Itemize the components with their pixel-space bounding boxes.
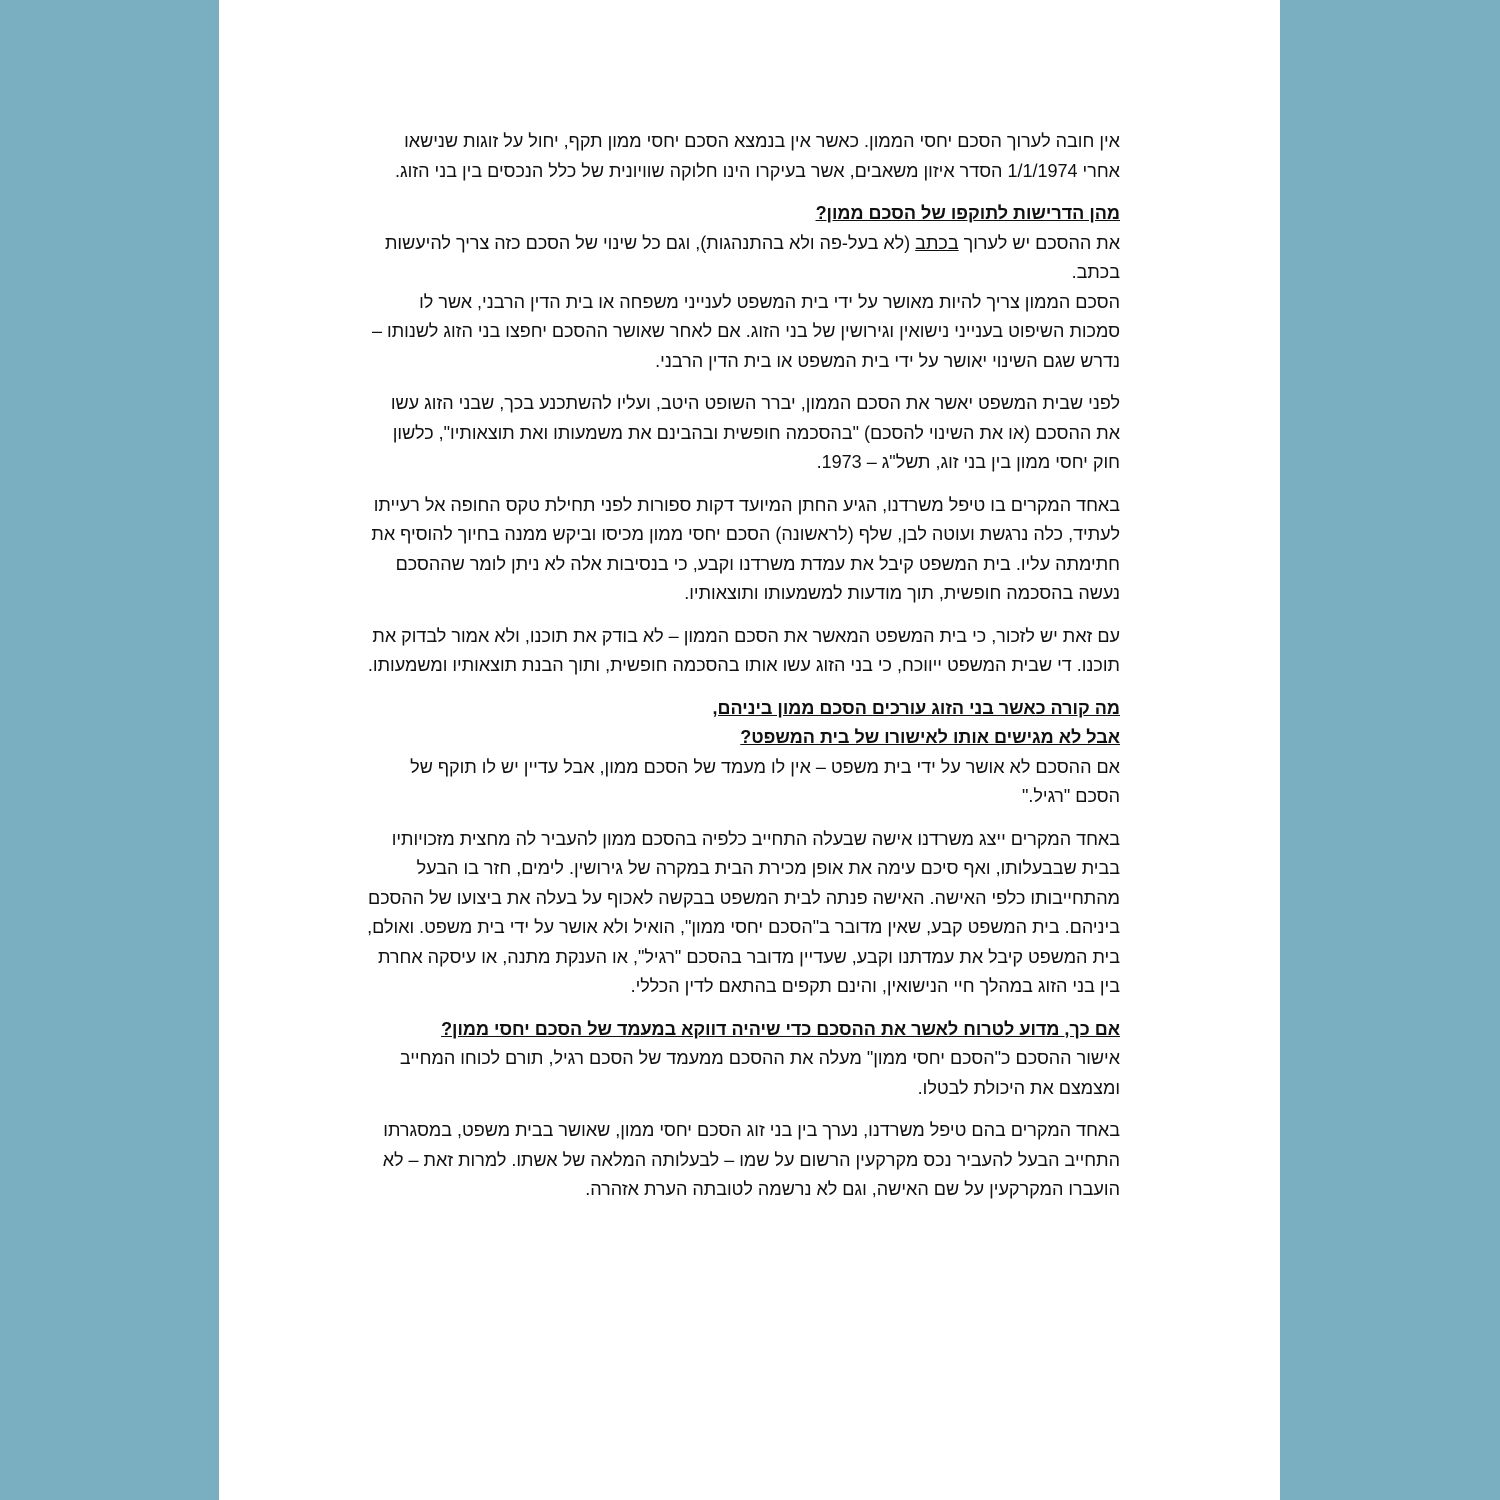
writing-text-after: (לא בעל-פה ולא בהתנהגות), וגם כל שינוי של הסכם כזה צריך להיעשות בכתב. <box>384 232 1120 282</box>
writing-text-before: את ההסכם יש לערוך <box>958 232 1120 253</box>
heading-unapproved-line1: מה קורה כאשר בני הזוג עורכים הסכם ממון ביניהם, <box>712 697 1120 718</box>
heading-unapproved-line2: אבל לא מגישים אותו לאישורו של בית המשפט? <box>740 727 1120 747</box>
remember-paragraph: עם זאת יש לזכור, כי בית המשפט המאשר את הסכם הממון – לא בודק את תוכנו, ולא אמור לבדוק את תוכנו. די שבית המשפט ייווכח, כי בני הזוג עשו אותו בהסכמה חופשית, ותוך הבנת תוצאותיו ומשמעותו. <box>367 625 1120 675</box>
case-wife-paragraph: באחד המקרים ייצג משרדנו אישה שבעלה התחייב כלפיה בהסכם ממון להעביר לה מחצית מזכויותיו בבית שבבעלותו, ואף סיכם עימה את אופן מכירת הבית במקרה של גירושין. לימים, חזר בו הבעל מהתחייבותו כלפי האישה. האישה פנתה לבית המשפט בבקשה לאכוף על בעלה את ביצועו של ההסכם ביניהם. בית המשפט קבע, שאין מדובר ב"הסכם יחסי ממון", הואיל ולא אושר על ידי בית משפט. ואולם, בית המשפט קיבל את עמדתנו וקבע, שעדיין מדובר בהסכם "רגיל", או הענקת מתנה, או עיסקה אחרת בין בני הזוג במהלך חיי הנישואין, והינם תקפים בהתאם לדין הכללי. <box>367 828 1120 996</box>
heading-unapproved <box>364 694 1120 753</box>
document-body <box>364 127 1120 1218</box>
heading-why-approve: אם כך, מדוע לטרוח לאשר את ההסכם כדי שיהיה דווקא במעמד של הסכם יחסי ממון? <box>441 1018 1120 1039</box>
case-property-paragraph: באחד המקרים בהם טיפל משרדנו, נערך בין בני זוג הסכם יחסי ממון, שאושר בבית משפט, במסגרתו התחייב הבעל להעביר נכס מקרקעין הרשום על שמו – לבעלותה המלאה של אשתו. למרות זאת – לא הועברו המקרקעין על שם האישה, וגם לא נרשמה לטובתה הערת אזהרה. <box>382 1120 1120 1199</box>
intro-paragraph: אין חובה לערוך הסכם יחסי הממון. כאשר אין בנמצא הסכם יחסי ממון תקף, יחול על זוגות שנישאו אחרי 1/1/1974 הסדר איזון משאבים, אשר בעיקרו הינו חלוקה שוויונית של כלל הנכסים בין בני הזוג. <box>395 131 1120 181</box>
heading-requirements: מהן הדרישות לתוקפו של הסכם ממון? <box>815 203 1120 223</box>
writing-underlined-word: בכתב <box>915 232 959 253</box>
unapproved-paragraph: אם ההסכם לא אושר על ידי בית משפט – אין לו מעמד של הסכם ממון, אבל עדיין יש לו תוקף של הסכם "רגיל." <box>410 756 1120 806</box>
document-page <box>219 0 1280 1500</box>
writing-requirement-paragraph <box>364 229 1120 288</box>
approval-paragraph: הסכם הממון צריך להיות מאושר על ידי בית המשפט לענייני משפחה או בית הדין הרבני, אשר לו סמכות השיפוט בענייני נישואין וגירושין של בני הזוג. אם לאחר שאושר ההסכם יחפצו בני הזוג לשנותו – נדרש שגם השינוי יאושר על ידי בית המשפט או בית הדין הרבני. <box>372 291 1120 371</box>
why-approve-paragraph: אישור ההסכם כ"הסכם יחסי ממון" מעלה את ההסכם ממעמד של הסכם רגיל, תורם לכוחו המחייב ומצמצם את היכולת לבטלו. <box>399 1048 1120 1098</box>
case-groom-paragraph: באחד המקרים בו טיפל משרדנו, הגיע החתן המיועד דקות ספורות לפני תחילת טקס החופה אל רעייתו לעתיד, כלה נרגשת ועוטה לבן, שלף (לראשונה) הסכם יחסי ממון מכיסו וביקש ממנה בחיוך להוסיף את חתימתה עליו. בית המשפט קיבל את עמדת משרדנו וקבע, כי בנסיבות אלה לא ניתן לומר שההסכם נעשה בהסכמה חופשית, תוך מודעות למשמעותו ותוצאותיו. <box>371 494 1120 603</box>
before-approval-paragraph: לפני שבית המשפט יאשר את הסכם הממון, יברר השופט היטב, ועליו להשתכנע בכך, שבני הזוג עשו את ההסכם (או את השינוי להסכם) "בהסכמה חופשית ובהבינם את משמעותו ואת תוצאותיו", כלשון חוק יחסי ממון בין בני זוג, תשל"ג – 1973. <box>390 393 1120 472</box>
